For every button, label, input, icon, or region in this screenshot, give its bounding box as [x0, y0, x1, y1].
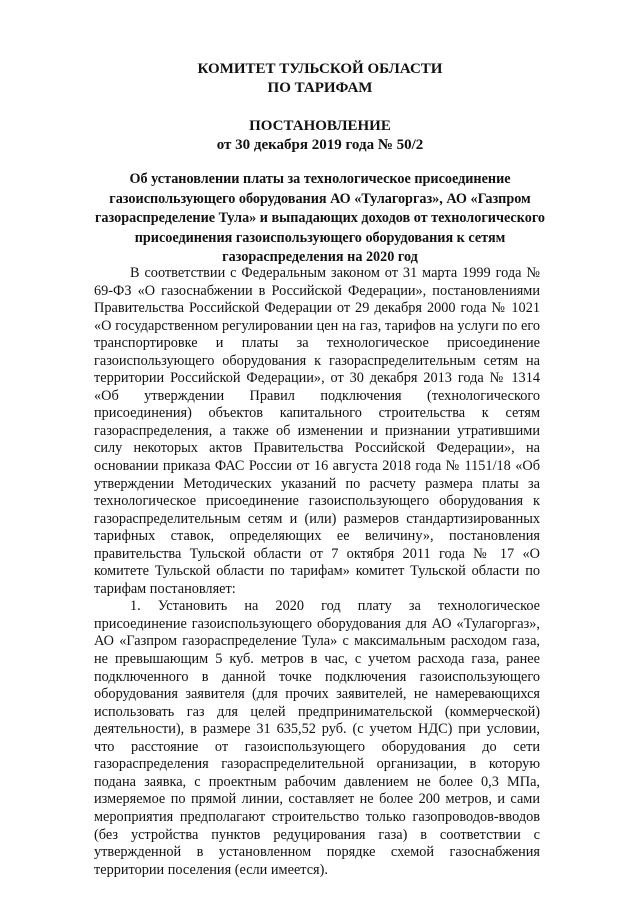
subject-line-4: присоединения газоиспользующего оборудования к сетям	[134, 229, 506, 246]
document-date-number: от 30 декабря 2019 года № 50/2	[216, 137, 424, 153]
item-1-paragraph: 1. Установить на 2020 год плату за технологическое присоединение газоиспользующего оборудования для АО «Тулагоргаз», АО «Газпром газораспределение Тула» с максимальным расходом газа, не превышающим 5 куб. метров в час, с учетом расхода газа, ранее подключенного в данной точке подключения газоиспользующего оборудования заявителя (для прочих заявителей, не намеревающихся использовать газ для целей предпринимательской (коммерческой) деятельности), в размере 31 635,52 руб. (с учетом НДС) при условии, что расстояние от газоиспользующего оборудования до сети газораспределения газораспределительной организации, в которую подана заявка, с проектным рабочим давлением не более 0,3 МПа, измеряемое по прямой линии, составляет не более 200 метров, и сами мероприятия предполагают строительство только газопроводов-вводов (без устройства пунктов редуцирования газа) в соответствии с утвержденной в установленном порядке схемой газоснабжения территории поселения (если имеется).	[94, 598, 540, 878]
issuing-authority	[60, 60, 580, 98]
subject-line-5: газораспределения на 2020 год	[222, 249, 418, 265]
document-body	[94, 265, 540, 879]
document-title	[60, 117, 580, 155]
committee-line-2: ПО ТАРИФАМ	[267, 80, 373, 96]
document-type: ПОСТАНОВЛЕНИЕ	[249, 118, 391, 134]
subject-line-2: газоиспользующего оборудования АО «Тулагоргаз», АО «Газпром	[109, 190, 531, 207]
subject-line-3: газораспределение Тула» и выпадающих доходов от технологического	[94, 210, 545, 226]
preamble-paragraph: В соответствии с Федеральным законом от 31 марта 1999 года № 69-ФЗ «О газоснабжении в Российской Федерации», постановлениями Правительства Российской Федерации от 29 декабря 2000 года № 1021 «О государственном регулировании цен на газ, тарифов на услуги по его транспортировке и платы за технологическое присоединение газоиспользующего оборудования к газораспределительным сетям на территории Российской Федерации», от 30 декабря 2013 года № 1314 «Об утверждении Правил подключения (технологического присоединения) объектов капитального строительства к сетям газораспределения, а также об изменении и признании утратившими силу некоторых актов Правительства Российской Федерации», на основании приказа ФАС России от 16 августа 2018 года № 1151/18 «Об утверждении Методических указаний по расчету размера платы за технологическое присоединение газоиспользующего оборудования к газораспределительным сетям и (или) размеров стандартизированных тарифных ставок, определяющих ее величину», постановления правительства Тульской области от 7 октября 2011 года № 17 «О комитете Тульской области по тарифам» комитет Тульской области по тарифам постановляет:	[94, 265, 540, 597]
subject-line-1: Об установлении платы за технологическое присоединение	[129, 171, 511, 187]
committee-line-1: КОМИТЕТ ТУЛЬСКОЙ ОБЛАСТИ	[197, 61, 443, 77]
document-subject	[88, 170, 552, 268]
